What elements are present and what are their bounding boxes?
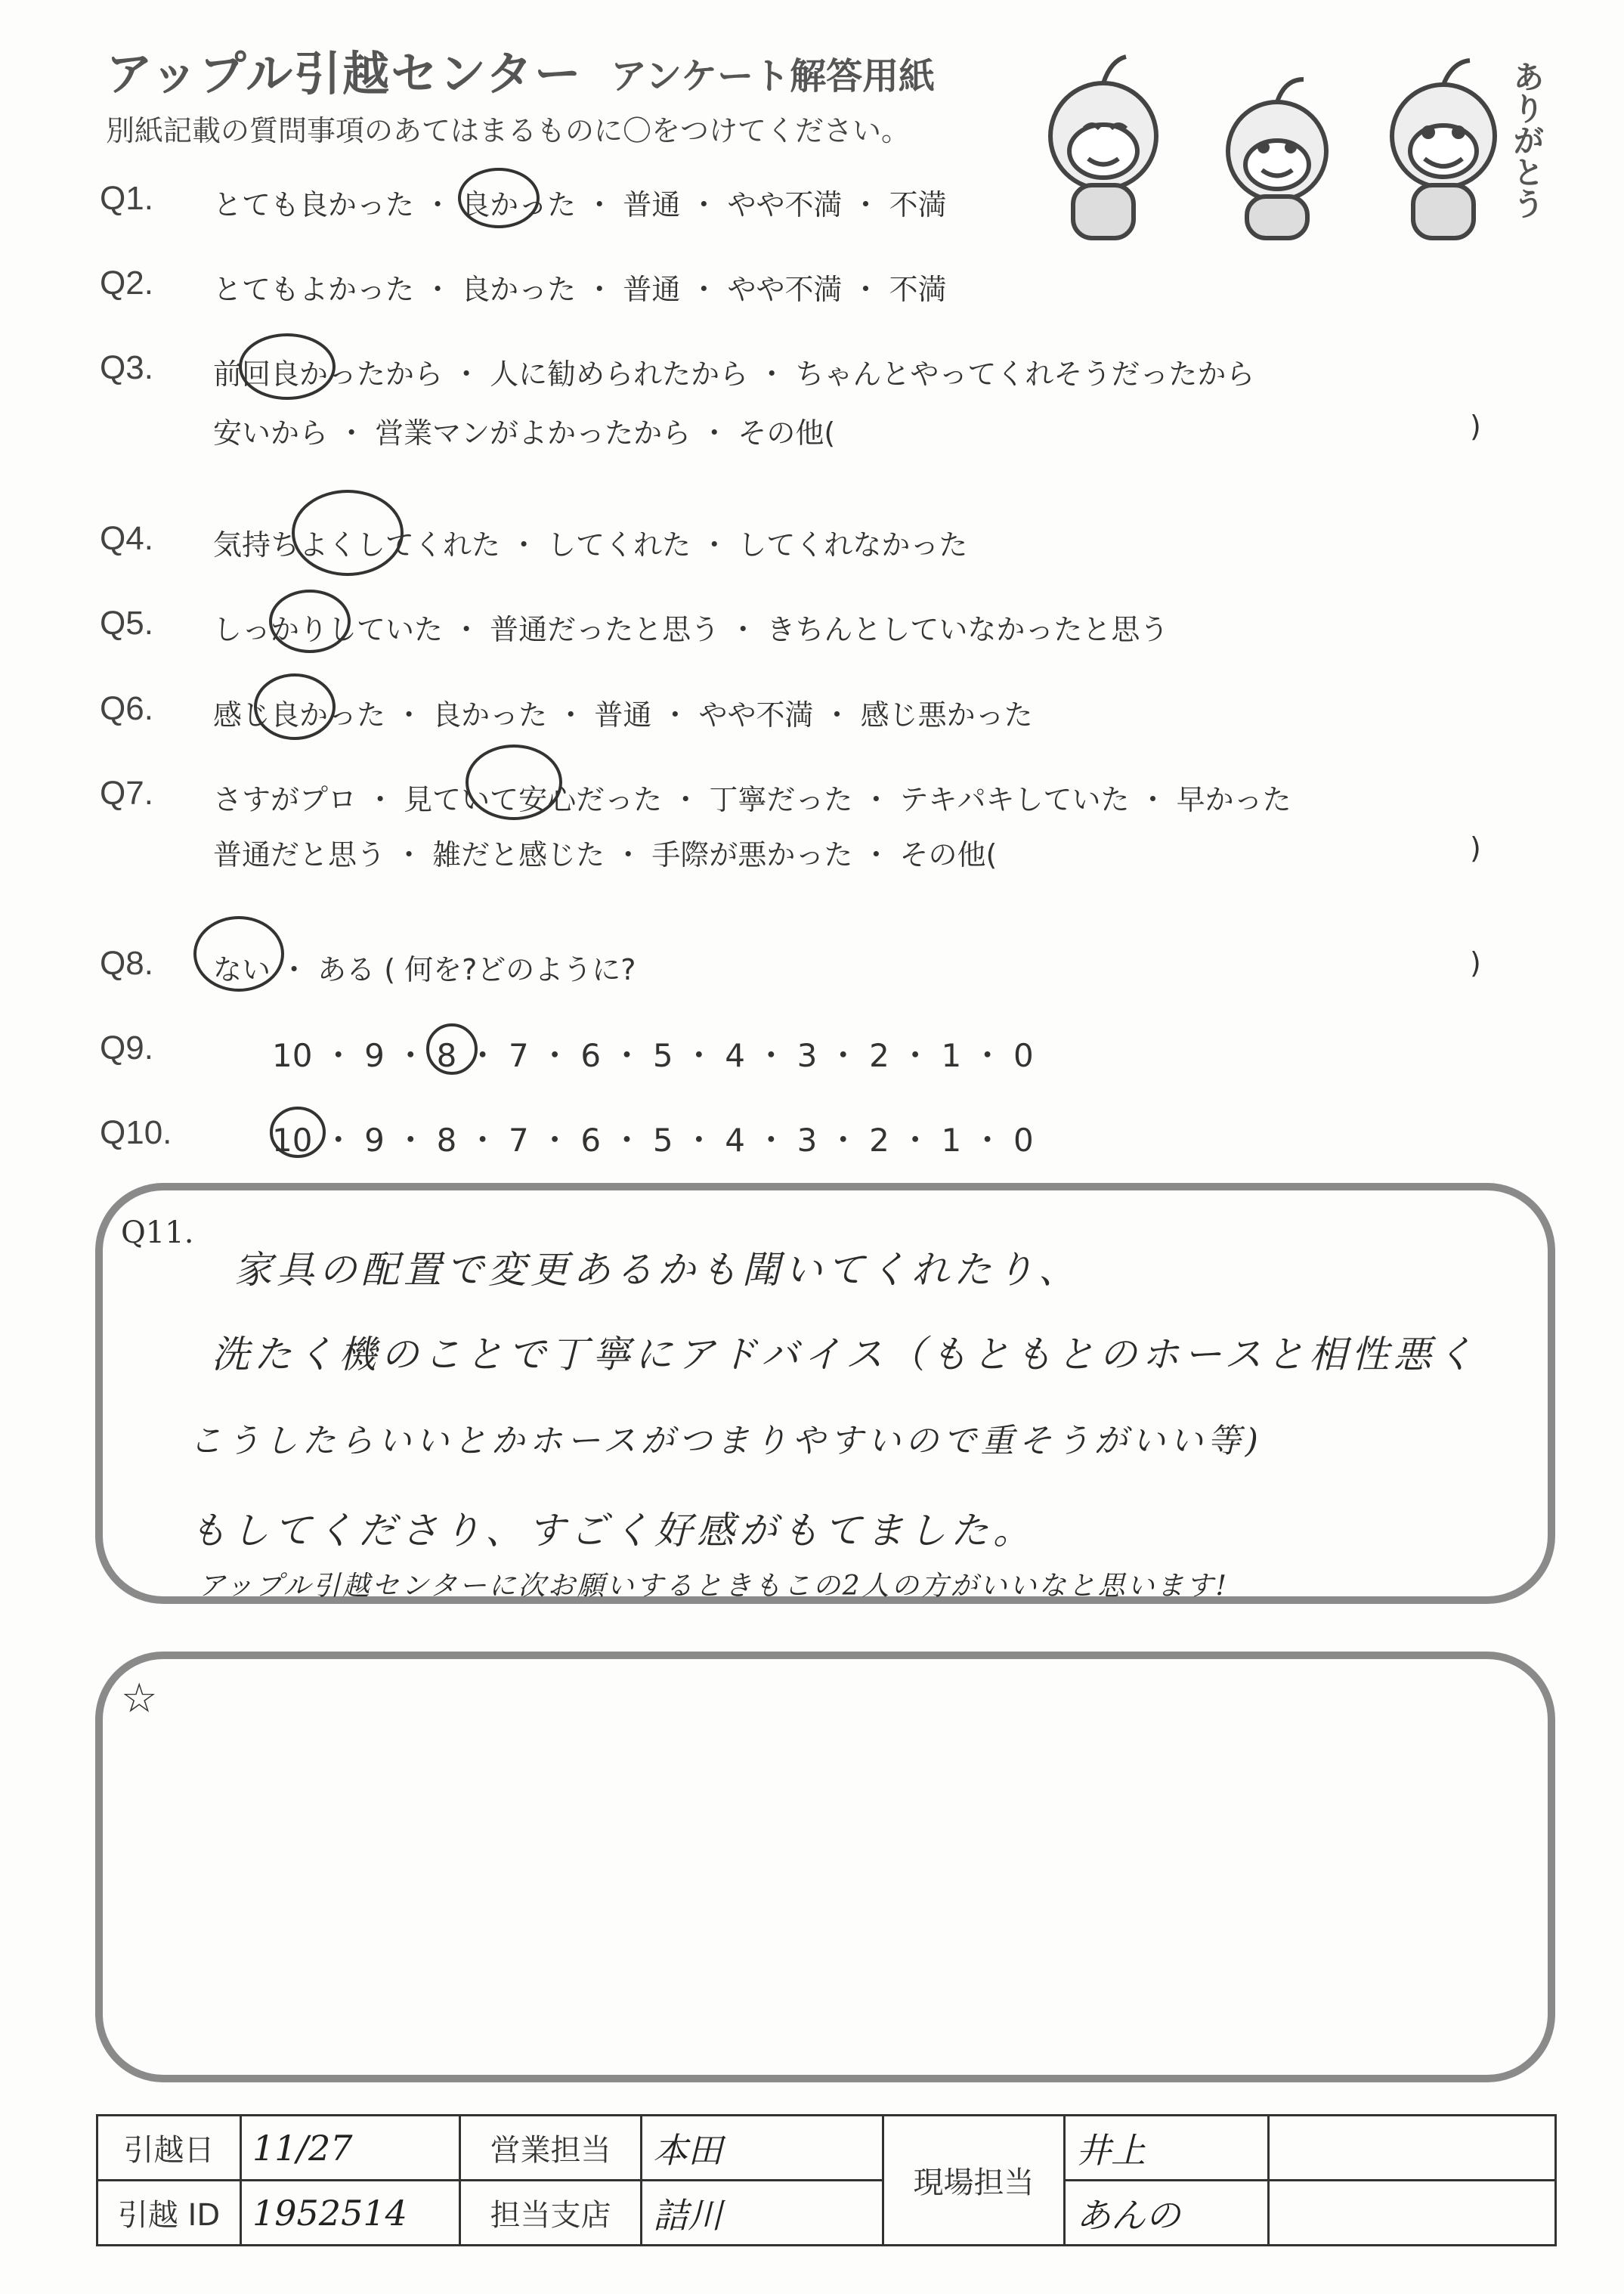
close-paren: ) xyxy=(1470,831,1481,865)
move-id-label: 引越 ID xyxy=(97,2181,241,2246)
question-options: 普通だと思う ・ 雑だと感じた ・ 手際が悪かった ・ その他( xyxy=(213,838,998,871)
question-number: Q4. xyxy=(100,520,153,557)
move-date-label: 引越日 xyxy=(97,2116,241,2181)
question-number: Q6. xyxy=(100,690,153,727)
question-options: とてもよかった ・ 良かった ・ 普通 ・ やや不満 ・ 不満 xyxy=(213,273,947,306)
question-options: 10 ・ 9 ・ 8 ・ 7 ・ 6 ・ 5 ・ 4 ・ 3 ・ 2 ・ 1 ・ 0 xyxy=(272,1122,1034,1159)
close-paren: ) xyxy=(1470,946,1481,980)
branch-label: 担当支店 xyxy=(460,2181,642,2246)
onsite-staff-label: 現場担当 xyxy=(883,2116,1065,2246)
question-options: しっかりしていた ・ 普通だったと思う ・ きちんとしていなかったと思う xyxy=(213,613,1169,646)
question-number: Q8. xyxy=(100,945,153,982)
question-options: ない ・ ある ( 何を?どのように? xyxy=(213,953,636,986)
onsite-staff-value: 井上 xyxy=(1065,2116,1269,2181)
question-number: Q2. xyxy=(100,265,153,302)
question-options: 気持ちよくしてくれた ・ してくれた ・ してくれなかった xyxy=(213,528,968,562)
question-number: Q1. xyxy=(100,180,153,217)
star-label: ☆ xyxy=(121,1674,158,1722)
handwritten-comment-line: 洗たく機のことで丁寧にアドバイス（もともとのホースと相性悪く xyxy=(212,1333,1478,1376)
sales-rep-value: 本田 xyxy=(642,2116,883,2181)
form-title: アップル引越センター xyxy=(106,46,583,101)
question-options: 前回良かったから ・ 人に勧められたから ・ ちゃんとやってくれそうだったから xyxy=(213,358,1255,391)
question-options: とても良かった ・ 良かった ・ 普通 ・ やや不満 ・ 不満 xyxy=(213,188,947,221)
question-number: Q3. xyxy=(100,349,153,386)
question-number: Q9. xyxy=(100,1029,153,1067)
footer-table xyxy=(96,2114,1557,2246)
question-options: さすがプロ ・ 見ていて安心だった ・ 丁寧だった ・ テキパキしていた ・ 早かった xyxy=(213,783,1291,816)
form-subtitle: アンケート解答用紙 xyxy=(611,55,936,98)
sales-rep-label: 営業担当 xyxy=(460,2116,642,2181)
instructions: 別紙記載の質問事項のあてはまるものに〇をつけてください。 xyxy=(106,114,911,147)
handwritten-comment-line: アップル引越センターに次お願いするときもこの2人の方がいいなと思います! xyxy=(198,1571,1229,1602)
handwritten-comment-line: 家具の配置で変更あるかも聞いてくれたり、 xyxy=(234,1248,1081,1292)
question-number: Q10. xyxy=(100,1114,172,1151)
onsite-staff-value: あんの xyxy=(1065,2181,1269,2246)
question-number: Q5. xyxy=(100,605,153,642)
move-id-value: 1952514 xyxy=(241,2181,460,2246)
question-options: 10 ・ 9 ・ 8 ・ 7 ・ 6 ・ 5 ・ 4 ・ 3 ・ 2 ・ 1 ・ 0 xyxy=(272,1037,1034,1074)
free-comment-box xyxy=(95,1652,1555,2082)
onsite-staff-extra xyxy=(1269,2181,1556,2246)
handwritten-comment-line: こうしたらいいとかホースがつまりやすいので重そうがいい等) xyxy=(189,1422,1263,1460)
handwritten-comment-line: もしてくださり、すごく好感がもてました。 xyxy=(189,1509,1035,1553)
thanks-vertical-text: ありがとう xyxy=(1508,60,1545,219)
close-paren: ) xyxy=(1470,410,1481,443)
move-date-value: 11/27 xyxy=(241,2116,460,2181)
q11-label: Q11. xyxy=(121,1215,194,1250)
branch-value: 詰川 xyxy=(642,2181,883,2246)
question-number: Q7. xyxy=(100,775,153,812)
question-options: 安いから ・ 営業マンがよかったから ・ その他( xyxy=(213,416,836,450)
question-options: 感じ良かった ・ 良かった ・ 普通 ・ やや不満 ・ 感じ悪かった xyxy=(213,698,1033,732)
onsite-staff-extra xyxy=(1269,2116,1556,2181)
